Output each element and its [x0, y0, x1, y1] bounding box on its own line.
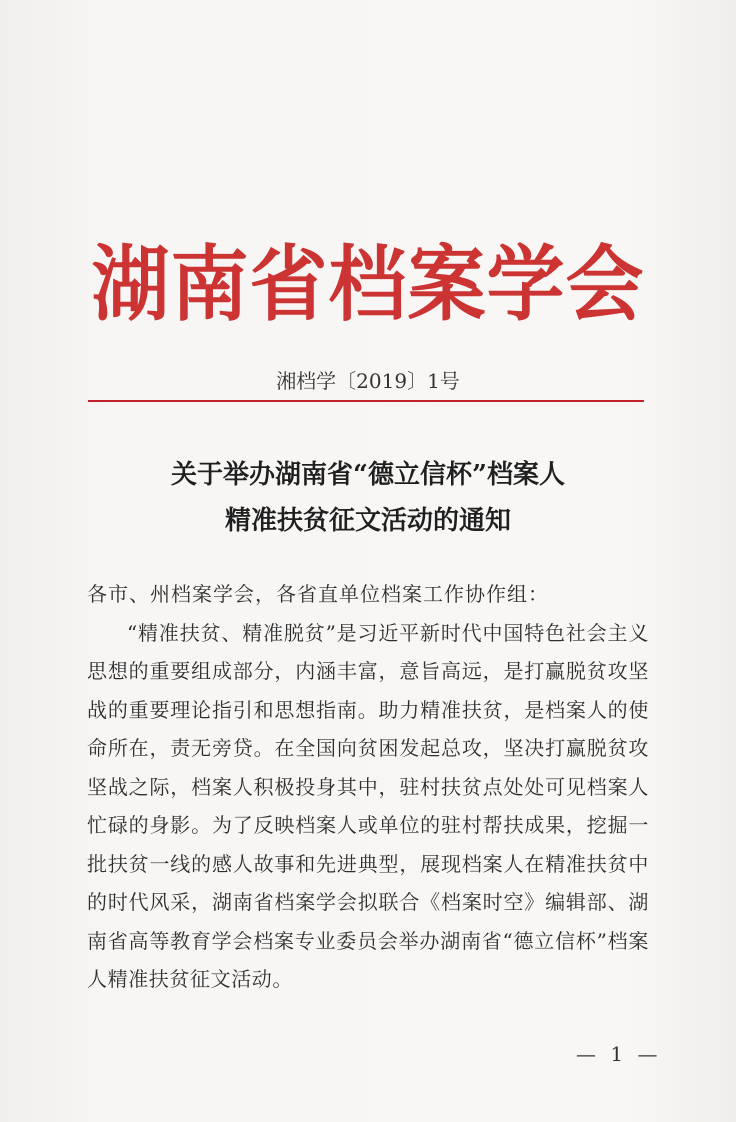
salutation: 各市、州档案学会，各省直单位档案工作协作组：	[87, 582, 549, 606]
title-line-1: 关于举办湖南省“德立信杯”档案人	[171, 460, 565, 490]
title-line-2: 精准扶贫征文活动的通知	[224, 506, 511, 536]
notice-title	[0, 452, 736, 544]
document-number: 湘档学〔2019〕1号	[276, 369, 460, 393]
body-paragraph: “精准扶贫、精准脱贫”是习近平新时代中国特色社会主义思想的重要组成部分，内涵丰富，意旨高远，是打赢脱贫攻坚战的重要理论指引和思想指南。助力精准扶贫，是档案人的使命所在，责无旁贷。在全国向贫困发起总攻，坚决打赢脱贫攻坚战之际，档案人积极投身其中，驻村扶贫点处处可见档案人忙碌的身影。为了反映档案人或单位的驻村帮扶成果，挖掘一批扶贫一线的感人故事和先进典型，展现档案人在精准扶贫中的时代风采，湖南省档案学会拟联合《档案时空》编辑部、湖南省高等教育学会档案专业委员会举办湖南省“德立信杯”档案人精准扶贫征文活动。	[87, 620, 649, 991]
page-number: — 1 —	[576, 1042, 662, 1066]
notice-body	[87, 575, 649, 999]
red-divider-line	[88, 400, 644, 402]
org-header: 湖南省档案学会	[91, 237, 645, 333]
